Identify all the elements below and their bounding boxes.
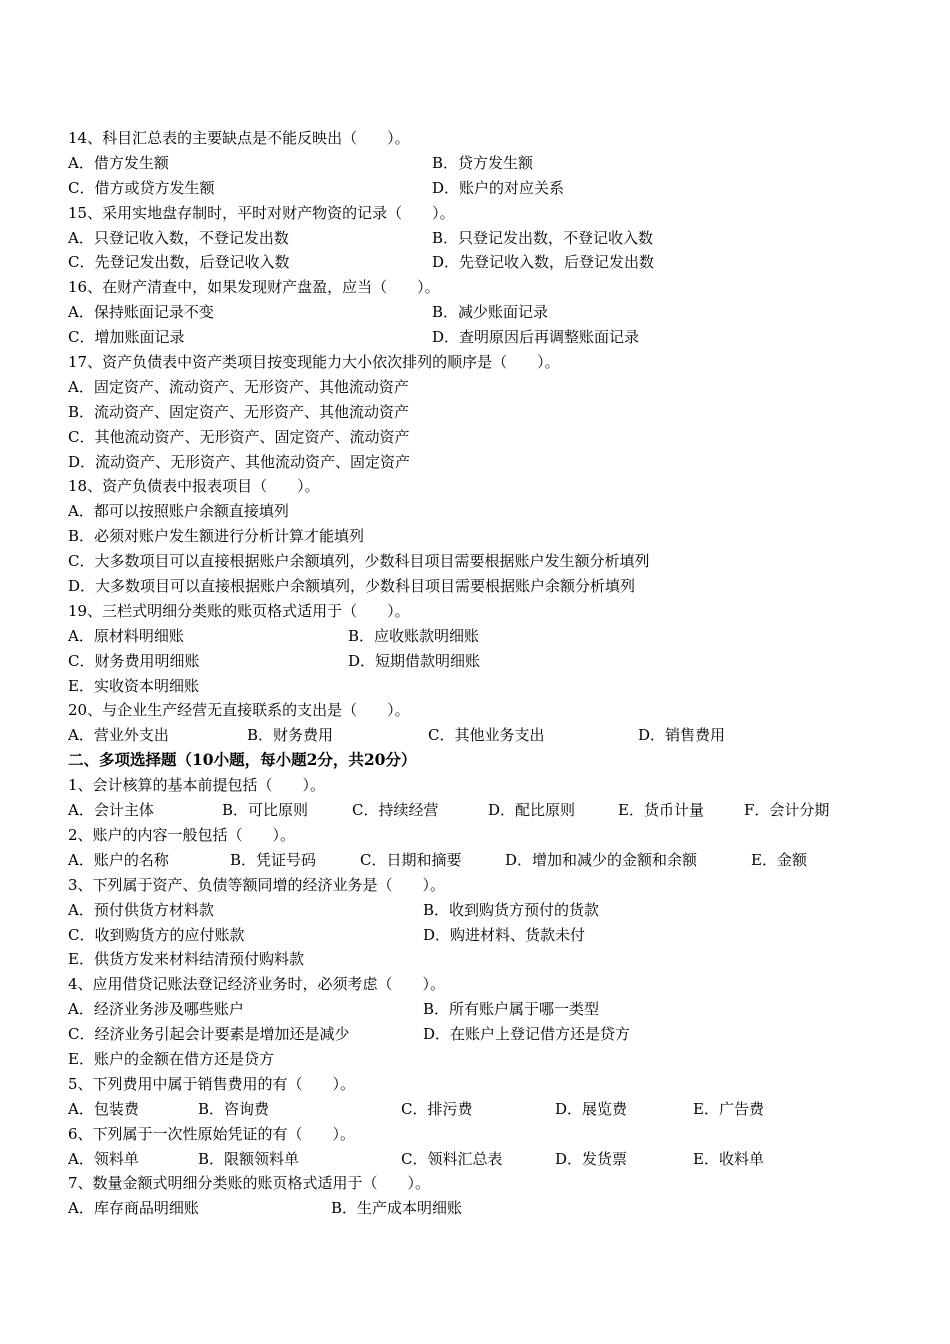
option-text: A．营业外支出 (68, 726, 169, 745)
options-row (68, 848, 888, 873)
option-text: C．财务费用明细账 (68, 651, 200, 670)
option-text: C．经济业务引起会计要素是增加还是减少 (68, 1025, 350, 1044)
question-line: C．大多数项目可以直接根据账户余额填列，少数科目项目需要根据账户发生额分析填列 (68, 552, 650, 571)
question-line: 16、在财产清查中，如果发现财产盘盈，应当（ ）。 (68, 278, 440, 297)
option-text: C．先登记发出数，后登记收入数 (68, 253, 290, 272)
options-row (68, 1097, 888, 1122)
option-text: B．凭证号码 (230, 850, 317, 869)
option-text: B．收到购货方预付的货款 (423, 900, 600, 919)
options-row (68, 176, 888, 201)
question-line: 2、账户的内容一般包括（ ）。 (68, 825, 296, 844)
question-line: A．固定资产、流动资产、无形资产、其他流动资产 (68, 377, 409, 396)
option-text: B．应收账款明细账 (348, 626, 480, 645)
option-text: A．只登记收入数，不登记发出数 (68, 228, 289, 247)
options-row (68, 300, 888, 325)
question-line: 1、会计核算的基本前提包括（ ）。 (68, 776, 326, 795)
options-row (68, 923, 888, 948)
option-text: B．限额领料单 (198, 1149, 300, 1168)
option-text: A．预付供货方材料款 (68, 900, 214, 919)
option-text: A．库存商品明细账 (68, 1199, 199, 1218)
option-text: E．收料单 (693, 1149, 764, 1168)
option-text: C．其他业务支出 (428, 726, 545, 745)
option-text: E．货币计量 (618, 801, 704, 820)
options-row (68, 649, 888, 674)
option-text: A．经济业务涉及哪些账户 (68, 1000, 244, 1019)
option-text: A．原材料明细账 (68, 626, 184, 645)
option-text: C．日期和摘要 (360, 850, 462, 869)
option-text: D．账户的对应关系 (432, 178, 565, 197)
option-text: B．只登记发出数，不登记收入数 (432, 228, 654, 247)
section-heading: 二、多项选择题（10小题，每小题2分，共20分） (68, 750, 417, 770)
exam-page (68, 126, 888, 1221)
option-text: B．财务费用 (247, 726, 334, 745)
option-text: A．借方发生额 (68, 153, 169, 172)
option-text: D．配比原则 (488, 801, 576, 820)
option-text: B．减少账面记录 (432, 303, 549, 322)
question-line: B．流动资产、固定资产、无形资产、其他流动资产 (68, 402, 410, 421)
options-row (68, 898, 888, 923)
question-line: 17、资产负债表中资产类项目按变现能力大小依次排列的顺序是（ ）。 (68, 353, 560, 372)
question-line: 20、与企业生产经营无直接联系的支出是（ ）。 (68, 701, 410, 720)
options-row (68, 1196, 888, 1221)
question-line: C．其他流动资产、无形资产、固定资产、流动资产 (68, 427, 410, 446)
question-line: 3、下列属于资产、负债等额同增的经济业务是（ ）。 (68, 875, 446, 894)
option-text: C．领料汇总表 (401, 1149, 503, 1168)
options-row (68, 624, 888, 649)
question-line: 6、下列属于一次性原始凭证的有（ ）。 (68, 1124, 356, 1143)
option-text: E．广告费 (693, 1099, 764, 1118)
question-line: E．实收资本明细账 (68, 676, 199, 695)
option-text: D．发货票 (555, 1149, 628, 1168)
question-line: 15、采用实地盘存制时，平时对财产物资的记录（ ）。 (68, 203, 455, 222)
option-text: D．购进材料、货款未付 (423, 925, 586, 944)
question-line: B．必须对账户发生额进行分析计算才能填列 (68, 527, 365, 546)
options-row (68, 1022, 888, 1047)
option-text: B．贷方发生额 (432, 153, 534, 172)
option-text: A．领料单 (68, 1149, 139, 1168)
question-line: 19、三栏式明细分类账的账页格式适用于（ ）。 (68, 601, 410, 620)
option-text: B．咨询费 (198, 1099, 270, 1118)
option-text: D．增加和减少的金额和余额 (505, 850, 698, 869)
option-text: C．增加账面记录 (68, 328, 185, 347)
options-row (68, 1147, 888, 1172)
options-row (68, 325, 888, 350)
options-row (68, 226, 888, 251)
question-line: D．流动资产、无形资产、其他流动资产、固定资产 (68, 452, 411, 471)
option-text: D．短期借款明细账 (348, 651, 481, 670)
option-text: B．所有账户属于哪一类型 (423, 1000, 600, 1019)
option-text: C．排污费 (401, 1099, 473, 1118)
option-text: F．会计分期 (744, 801, 830, 820)
option-text: A．账户的名称 (68, 850, 169, 869)
question-line: A．都可以按照账户余额直接填列 (68, 502, 289, 521)
option-text: E．金额 (751, 850, 807, 869)
question-line: 5、下列费用中属于销售费用的有（ ）。 (68, 1074, 356, 1093)
question-line: D．大多数项目可以直接根据账户余额填列，少数科目项目需要根据账户余额分析填列 (68, 577, 636, 596)
option-text: A．包装费 (68, 1099, 139, 1118)
options-row (68, 250, 888, 275)
option-text: A．会计主体 (68, 801, 154, 820)
question-line: 7、数量金额式明细分类账的账页格式适用于（ ）。 (68, 1174, 431, 1193)
option-text: B．生产成本明细账 (331, 1199, 463, 1218)
question-line: 18、资产负债表中报表项目（ ）。 (68, 477, 320, 496)
options-row (68, 798, 888, 823)
options-row (68, 151, 888, 176)
options-row (68, 723, 888, 748)
option-text: C．持续经营 (352, 801, 439, 820)
question-line: E．供货方发来材料结清预付购料款 (68, 950, 304, 969)
question-line: 14、科目汇总表的主要缺点是不能反映出（ ）。 (68, 129, 410, 147)
option-text: D．展览费 (555, 1099, 628, 1118)
option-text: D．查明原因后再调整账面记录 (432, 328, 640, 347)
option-text: D．先登记收入数，后登记发出数 (432, 253, 655, 272)
question-line: 4、应用借贷记账法登记经济业务时，必须考虑（ ）。 (68, 975, 446, 994)
option-text: D．在账户上登记借方还是贷方 (423, 1025, 631, 1044)
option-text: A．保持账面记录不变 (68, 303, 214, 322)
question-line: E．账户的金额在借方还是贷方 (68, 1049, 274, 1068)
option-text: C．收到购货方的应付账款 (68, 925, 245, 944)
option-text: C．借方或贷方发生额 (68, 178, 215, 197)
options-row (68, 997, 888, 1022)
option-text: D．销售费用 (638, 726, 726, 745)
option-text: B．可比原则 (222, 801, 309, 820)
